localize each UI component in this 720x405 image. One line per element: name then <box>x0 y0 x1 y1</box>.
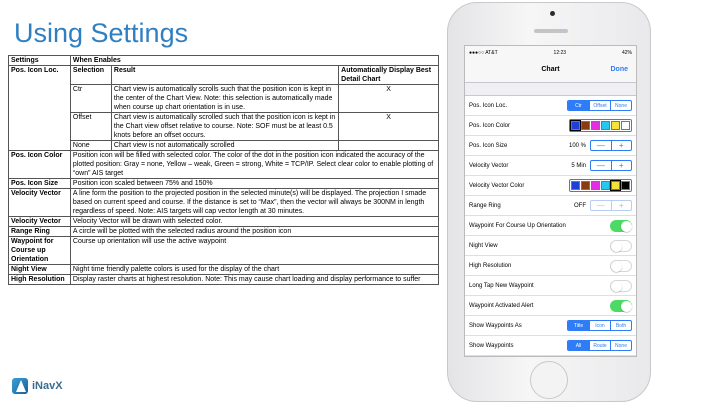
segment-icon[interactable]: Icon <box>589 321 610 330</box>
auto-display-cell <box>339 141 439 151</box>
range-ring-row <box>465 196 636 216</box>
selection-cell: None <box>70 141 111 151</box>
nav-title: Chart <box>541 66 560 73</box>
row-label: High Resolution <box>469 262 512 269</box>
color-swatch[interactable] <box>591 121 600 130</box>
waypoint-alert-toggle[interactable] <box>610 300 632 312</box>
result-cell: Chart view is automatically scrolls such that the position icon is kept in the center of the Chart View. Note: this selection is automatically made when course up chart orientation is in use. <box>111 85 338 113</box>
row-label: Pos. Icon Loc. <box>469 102 508 109</box>
segment-all[interactable]: All <box>568 341 589 350</box>
color-swatch[interactable] <box>581 181 590 190</box>
waypoint-course-up-toggle[interactable] <box>610 220 632 232</box>
setting-name: Range Ring <box>9 227 71 237</box>
show-waypoints-as-segmented <box>567 320 632 331</box>
setting-name: High Resolution <box>9 275 71 285</box>
high-resolution-toggle[interactable] <box>610 260 632 272</box>
toggle-knob <box>611 241 622 252</box>
show-waypoints-row <box>465 336 636 356</box>
carrier-text: ●●●○○ AT&T <box>469 49 498 56</box>
color-swatch[interactable] <box>571 181 580 190</box>
waypoint-alert-row <box>465 296 636 316</box>
setting-name: Pos. Icon Size <box>9 179 71 189</box>
segment-both[interactable]: Both <box>610 321 631 330</box>
toggle-knob <box>621 301 632 312</box>
sub-header-result: Result <box>111 66 338 85</box>
setting-description: Position icon scaled between 75% and 150% <box>70 179 438 189</box>
color-swatch[interactable] <box>591 181 600 190</box>
setting-description: Position icon will be filled with selected color. The color of the dot in the position icon indicated the accuracy of the plotted position: Gray = none, Yellow – weak, Green = strong, White = TCP/IP. Select clear color to enable plotting of “own” AIS target <box>70 151 438 179</box>
setting-description: Course up orientation will use the active waypoint <box>70 237 438 265</box>
velocity-vector-color-row <box>465 176 636 196</box>
auto-display-cell: X <box>339 113 439 141</box>
long-tap-row <box>465 276 636 296</box>
pos-icon-size-row <box>465 136 636 156</box>
row-label: Long Tap New Waypoint <box>469 282 534 289</box>
segment-none[interactable]: None <box>610 341 631 350</box>
color-swatch[interactable] <box>601 181 610 190</box>
iphone-frame <box>447 2 651 402</box>
speaker-grille <box>534 29 568 33</box>
battery-text: 42% <box>621 49 632 56</box>
velocity-vector-color-picker <box>569 179 632 192</box>
table-row <box>9 227 439 237</box>
phone-screen <box>464 45 637 357</box>
nav-bar <box>465 59 636 83</box>
toggle-knob <box>611 281 622 292</box>
table-row <box>9 179 439 189</box>
color-swatch[interactable] <box>621 181 630 190</box>
plus-icon[interactable]: + <box>611 201 632 210</box>
table-row <box>9 85 439 113</box>
pos-icon-size-stepper <box>590 140 632 151</box>
sail-logo-icon <box>12 378 28 394</box>
row-label: Waypoint Activated Alert <box>469 302 534 309</box>
table-row <box>9 189 439 217</box>
minus-icon[interactable]: — <box>596 161 605 170</box>
velocity-vector-stepper <box>590 160 632 171</box>
row-label: Show Waypoints <box>469 342 514 349</box>
table-row <box>9 265 439 275</box>
table-row <box>9 217 439 227</box>
status-time: 12:23 <box>553 49 567 56</box>
row-label: Velocity Vector <box>469 162 509 169</box>
plus-icon[interactable]: + <box>611 141 632 150</box>
toggle-knob <box>611 261 622 272</box>
long-tap-toggle[interactable] <box>610 280 632 292</box>
color-swatch[interactable] <box>611 181 620 190</box>
setting-description: Velocity Vector will be drawn with selected color. <box>70 217 438 227</box>
camera-icon <box>550 11 555 16</box>
color-swatch[interactable] <box>601 121 610 130</box>
row-label: Pos. Icon Size <box>469 142 508 149</box>
velocity-vector-row <box>465 156 636 176</box>
table-row <box>9 141 439 151</box>
logo-text: iNavX <box>32 380 63 392</box>
slide-title: Using Settings <box>14 18 189 48</box>
segment-title[interactable]: Title <box>568 321 589 330</box>
setting-description: Display raster charts at highest resolution. Note: This may cause chart loading and display performance to suffer <box>70 275 438 285</box>
selection-cell: Offset <box>70 113 111 141</box>
setting-name: Velocity Vector <box>9 217 71 227</box>
home-button[interactable] <box>530 361 568 399</box>
table-row <box>9 275 439 285</box>
plus-icon[interactable]: + <box>611 161 632 170</box>
night-view-row <box>465 236 636 256</box>
row-label: Pos. Icon Color <box>469 122 511 129</box>
show-waypoints-as-row <box>465 316 636 336</box>
color-swatch[interactable] <box>581 121 590 130</box>
row-label: Night View <box>469 242 498 249</box>
row-label: Velocity Vector Color <box>469 182 525 189</box>
show-waypoints-segmented <box>567 340 632 351</box>
setting-name: Pos. Icon Color <box>9 151 71 179</box>
setting-description: A line form the position to the projected position in the selected minute(s) will be displayed. The projection I smade based on current speed and course. If the distance is set to “Max”, then the vector will always be 300NM in length regardless of speed. Note: AIS targets will cap vector length at 30 minutes. <box>70 189 438 217</box>
high-resolution-row <box>465 256 636 276</box>
pos-icon-color-row <box>465 116 636 136</box>
sub-header-selection: Selection <box>70 66 111 85</box>
setting-description: Night time friendly palette colors is used for the display of the chart <box>70 265 438 275</box>
pos-icon-loc-row <box>465 96 636 116</box>
table-row <box>9 113 439 141</box>
night-view-toggle[interactable] <box>610 240 632 252</box>
header-when-enables: When Enables <box>70 56 438 66</box>
range-ring-stepper <box>590 200 632 211</box>
row-label: Show Waypoints As <box>469 322 522 329</box>
table-row <box>9 237 439 265</box>
setting-name: Velocity Vector <box>9 189 71 217</box>
selection-cell: Ctr <box>70 85 111 113</box>
sub-header-auto-display: Automatically Display Best Detail Chart <box>339 66 439 85</box>
result-cell: Chart view is not automatically scrolled <box>111 141 338 151</box>
row-label: Range Ring <box>469 202 501 209</box>
settings-table <box>8 55 439 285</box>
color-swatch[interactable] <box>611 121 620 130</box>
setting-name: Night View <box>9 265 71 275</box>
table-header-row <box>9 56 439 66</box>
inavx-logo <box>12 378 63 394</box>
toggle-knob <box>621 221 632 232</box>
row-label: Waypoint For Course Up Orientation <box>469 222 566 229</box>
table-row <box>9 151 439 179</box>
row-value: 5 Min <box>571 162 586 169</box>
color-swatch[interactable] <box>621 121 630 130</box>
done-button[interactable]: Done <box>610 66 628 73</box>
status-bar <box>465 46 636 59</box>
segment-none[interactable]: None <box>610 101 631 110</box>
setting-name: Waypoint for Course up Orientation <box>9 237 71 265</box>
pos-icon-color-picker <box>569 119 632 132</box>
auto-display-cell: X <box>339 85 439 113</box>
row-value: 100 % <box>568 142 586 149</box>
setting-name: Pos. Icon Loc. <box>9 66 71 151</box>
color-swatch[interactable] <box>571 121 580 130</box>
header-settings: Settings <box>9 56 71 66</box>
segment-route[interactable]: Route <box>589 341 610 350</box>
settings-list <box>465 95 636 356</box>
segment-offset[interactable]: Offset <box>589 101 610 110</box>
result-cell: Chart view is automatically scrolled such that the position icon is kept in the Chart view offset relative to course. Note: SOF must be at least 0.5 knots before an offset occurs. <box>111 113 338 141</box>
pos-icon-loc-segmented <box>567 100 632 111</box>
minus-icon[interactable]: — <box>596 201 605 210</box>
table-row <box>9 66 439 85</box>
row-value: OFF <box>574 202 586 209</box>
segment-ctr[interactable]: Ctr <box>568 101 589 110</box>
setting-description: A circle will be plotted with the selected radius around the position icon <box>70 227 438 237</box>
minus-icon[interactable]: — <box>596 141 605 150</box>
waypoint-course-up-row <box>465 216 636 236</box>
